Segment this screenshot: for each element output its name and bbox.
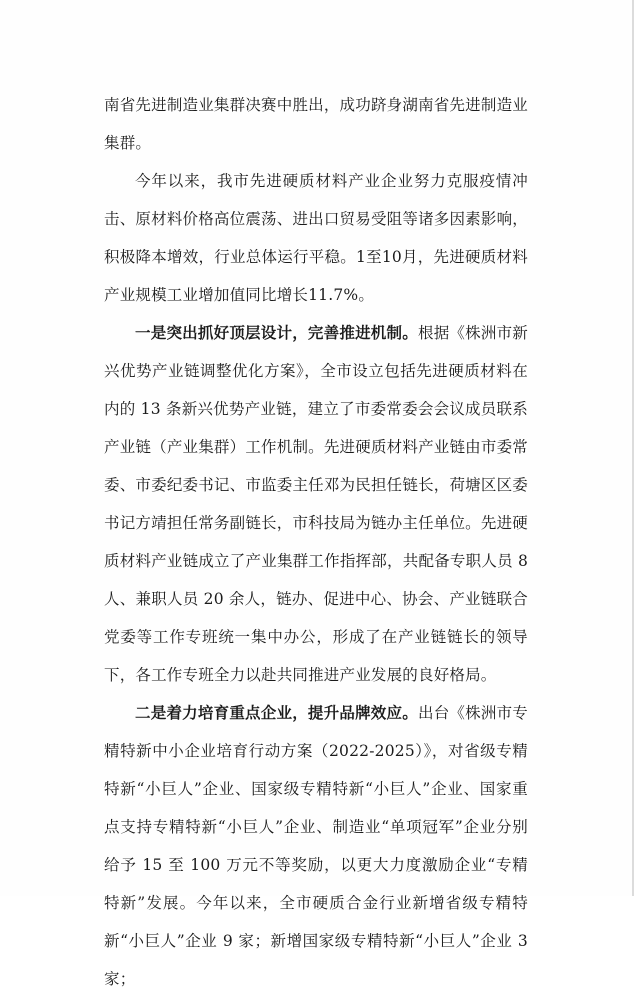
paragraph-3-text: 根据《株洲市新兴优势产业链调整优化方案》，全市设立包括先进硬质材料在内的 13 条新兴优势产业链，建立了市委常委会会议成员联系产业链（产业集群）工作机制。先进硬质材料产业链由市委常委、市委纪委书记、市监委主任邓为民担任链长，荷塘区区委书记方靖担任常务副链长，市科技局为链办主任单位。先进硬质材料产业链成立了产业集群工作指挥部，共配备专职人员 8 人、兼职人员 20 余人，链办、促进中心、协会、产业链联合党委等工作专班统一集中办公，形成了在产业链链长的领导下，各工作专班全力以赴共同推进产业发展的良好格局。 xyxy=(104,324,528,684)
paragraph-3 xyxy=(104,314,528,694)
paragraph-3-lead: 一是突出抓好顶层设计，完善推进机制。 xyxy=(135,323,418,342)
document-body xyxy=(104,86,528,998)
paragraph-2 xyxy=(104,162,528,314)
paragraph-4-lead: 二是着力培育重点企业，提升品牌效应。 xyxy=(135,703,418,722)
paragraph-4-text: 出台《株洲市专精特新中小企业培育行动方案（2022-2025）》，对省级专精特新“小巨人”企业、国家级专精特新“小巨人”企业、国家重点支持专精特新“小巨人”企业、制造业“单项冠军”企业分别给予 15 至 100 万元不等奖励，以更大力度激励企业“专精特新”发展。今年以来，全市硬质合金行业新增省级专精特新“小巨人”企业 9 家；新增国家级专精特新“小巨人”企业 3 家； xyxy=(104,704,528,988)
paragraph-4 xyxy=(104,694,528,998)
paragraph-1 xyxy=(104,86,528,162)
paragraph-1-text: 南省先进制造业集群决赛中胜出，成功跻身湖南省先进制造业集群。 xyxy=(104,96,528,152)
paragraph-2-text: 今年以来，我市先进硬质材料产业企业努力克服疫情冲击、原材料价格高位震荡、进出口贸易受阻等诸多因素影响，积极降本增效，行业总体运行平稳。1至10月，先进硬质材料产业规模工业增加值同比增长11.7%。 xyxy=(104,172,528,304)
